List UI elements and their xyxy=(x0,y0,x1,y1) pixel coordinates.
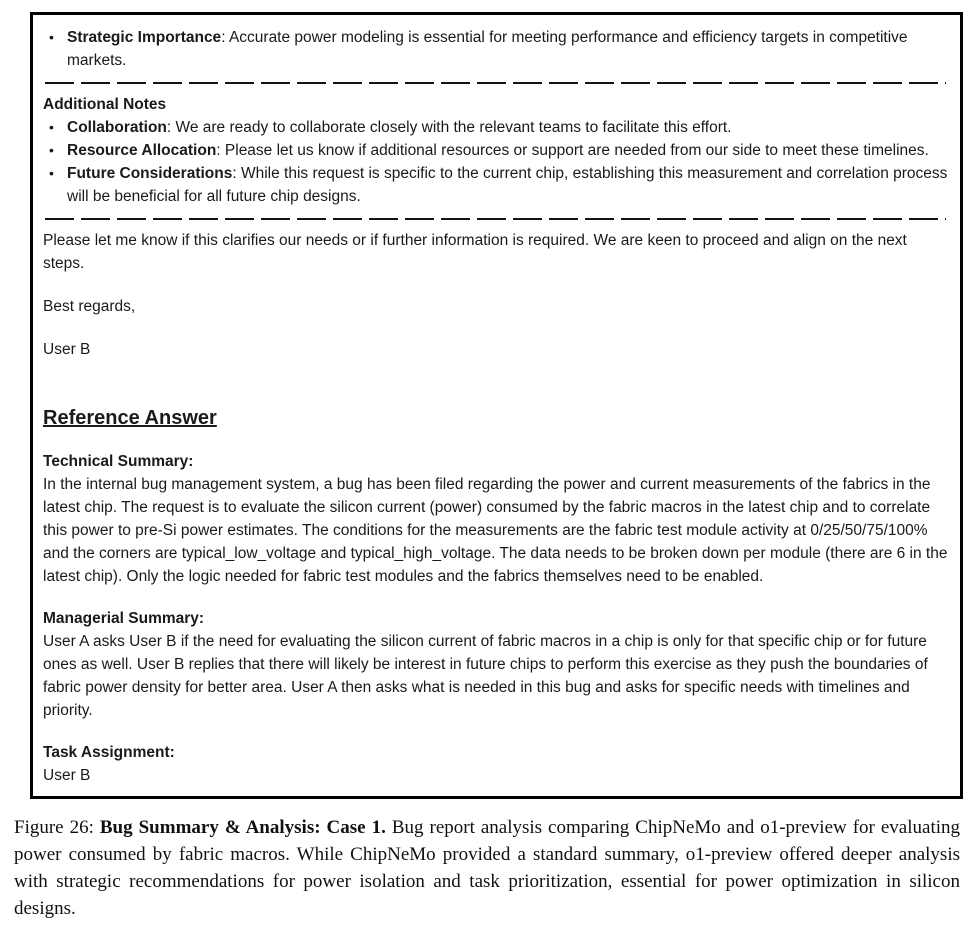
bullet-text: : Accurate power modeling is essential for meeting performance and efficiency targets in competitive markets. xyxy=(67,29,908,69)
divider-line xyxy=(45,218,946,220)
bullet-text: : We are ready to collaborate closely with the relevant teams to facilitate this effort. xyxy=(166,119,732,136)
technical-summary-text: In the internal bug management system, a bug has been filed regarding the power and current measurements of the fabrics in the latest chip. The request is to evaluate the silicon current (power) consumed by the fabric macros in the latest chip and to correlate this power to pre-Si power estimates. The conditions for the measurements are the fabric test module activity at 0/25/50/75/100% and the corners are typical_low_voltage and typical_high_voltage. The data needs to be broken down per module (there are 6 in the latest chip). Only the logic needed for fabric test modules and the fabrics themselves need to be enabled. xyxy=(43,476,948,585)
caption-prefix: Figure 26: xyxy=(14,817,100,838)
bullet-text: : While this request is specific to the current chip, establishing this measurement and correlation process will be beneficial for all future chip designs. xyxy=(67,165,948,205)
closing-paragraph: Please let me know if this clarifies our needs or if further information is required. We are keen to proceed and align on the next steps. xyxy=(43,232,907,272)
list-item xyxy=(43,116,948,139)
bullet-label: Strategic Importance xyxy=(67,29,222,46)
list-item xyxy=(43,162,948,208)
additional-notes-heading: Additional Notes xyxy=(43,96,167,113)
figure-caption xyxy=(14,814,960,922)
reference-answer-heading: Reference Answer xyxy=(43,407,217,429)
technical-summary-label: Technical Summary: xyxy=(43,453,194,470)
managerial-summary-label: Managerial Summary: xyxy=(43,610,205,627)
task-assignment-label: Task Assignment: xyxy=(43,744,175,761)
bullet-label: Resource Allocation xyxy=(67,142,217,159)
report-box xyxy=(30,12,963,799)
divider-line xyxy=(45,82,946,84)
caption-title: Bug Summary & Analysis: Case 1. xyxy=(99,817,386,838)
additional-notes-list xyxy=(43,116,948,208)
signoff-text: Best regards, xyxy=(43,298,136,315)
bullet-text: : Please let us know if additional resources or support are needed from our side to meet these timelines. xyxy=(216,142,929,159)
caption-body: Bug report analysis comparing ChipNeMo and o1-preview for evaluating power consumed by fabric macros. While ChipNeMo provided a standard summary, o1-preview offered deeper analysis with strategic recommendations for power isolation and task prioritization, essential for power optimization in silicon designs. xyxy=(14,817,961,919)
technical-summary-section xyxy=(43,450,948,588)
signature-text: User B xyxy=(43,341,91,358)
strategic-bullet-list xyxy=(43,26,948,72)
managerial-summary-text: User A asks User B if the need for evaluating the silicon current of fabric macros in a chip is only for that specific chip or for future ones as well. User B replies that there will likely be interest in future chips to perform this exercise as they push the boundaries of fabric power density for better area. User A then asks what is needed in this bug and asks for specific needs with timelines and priority. xyxy=(43,633,928,719)
managerial-summary-section xyxy=(43,607,948,722)
bullet-label: Collaboration xyxy=(67,119,167,136)
task-assignment-section xyxy=(43,741,948,787)
bullet-label: Future Considerations xyxy=(67,165,233,182)
list-item xyxy=(43,26,948,72)
list-item xyxy=(43,139,948,162)
task-assignment-text: User B xyxy=(43,767,91,784)
